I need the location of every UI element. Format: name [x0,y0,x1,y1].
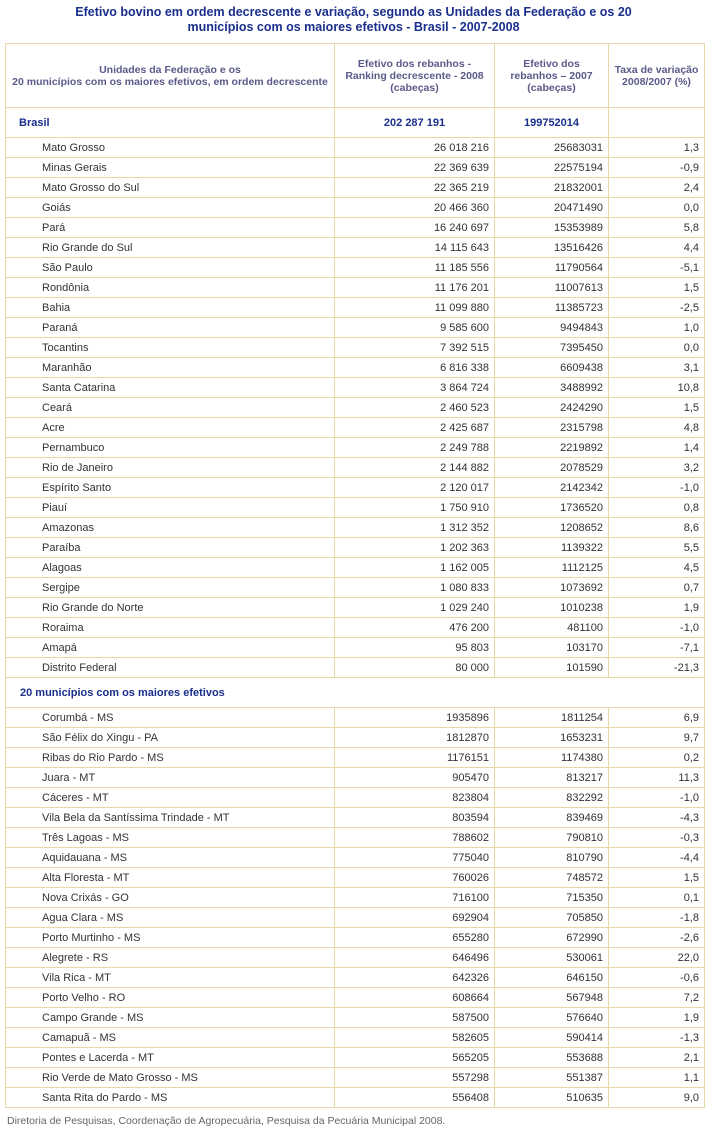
header-row [6,44,705,108]
table-row [6,848,705,868]
row-name: Três Lagoas - MS [6,828,335,848]
row-rate: 11,3 [609,768,705,788]
table-row [6,318,705,338]
source-note: Diretoria de Pesquisas, Coordenação de Agropecuária, Pesquisa da Pecuária Municipal 2008. [7,1115,446,1127]
row-2008: 557298 [335,1068,495,1088]
row-2007: 3488992 [495,378,609,398]
row-2008: 20 466 360 [335,198,495,218]
row-2007: 832292 [495,788,609,808]
header-unit-line-1: Unidades da Federação e os [99,63,241,76]
row-rate: 2,4 [609,178,705,198]
row-name: Vila Rica - MT [6,968,335,988]
table-row [6,578,705,598]
row-2007: 576640 [495,1008,609,1028]
row-name: Campo Grande - MS [6,1008,335,1028]
table-row [6,948,705,968]
row-name: Camapuã - MS [6,1028,335,1048]
header-unit [6,44,335,108]
row-2007: 748572 [495,868,609,888]
row-rate: 0,0 [609,198,705,218]
row-2007: 1811254 [495,708,609,728]
row-rate: 3,1 [609,358,705,378]
row-rate: 0,2 [609,748,705,768]
row-name: Santa Catarina [6,378,335,398]
table-row [6,788,705,808]
row-2007: 1073692 [495,578,609,598]
row-2008: 1 162 005 [335,558,495,578]
municipios-section-row [6,678,705,708]
table-row [6,358,705,378]
row-name: Distrito Federal [6,658,335,678]
row-2008: 1 029 240 [335,598,495,618]
row-2008: 760026 [335,868,495,888]
row-2008: 80 000 [335,658,495,678]
header-2008: Efetivo dos rebanhos - Ranking decrescente - 2008 (cabeças) [335,44,495,108]
row-name: Roraima [6,618,335,638]
row-2007: 839469 [495,808,609,828]
table-row [6,828,705,848]
row-rate: -1,3 [609,1028,705,1048]
row-2008: 2 249 788 [335,438,495,458]
row-rate: -0,3 [609,828,705,848]
row-2008: 803594 [335,808,495,828]
row-2007: 9494843 [495,318,609,338]
table-row [6,398,705,418]
row-rate: 7,2 [609,988,705,1008]
row-name: Acre [6,418,335,438]
row-2007: 6609438 [495,358,609,378]
table-row [6,888,705,908]
row-2007: 22575194 [495,158,609,178]
row-2007: 715350 [495,888,609,908]
row-rate: 1,5 [609,398,705,418]
table-row [6,768,705,788]
table-row [6,258,705,278]
row-2007: 2142342 [495,478,609,498]
row-name: Pará [6,218,335,238]
row-2008: 642326 [335,968,495,988]
row-rate: -1,0 [609,478,705,498]
row-2008: 1176151 [335,748,495,768]
table-row [6,1068,705,1088]
row-2008: 3 864 724 [335,378,495,398]
table-row [6,438,705,458]
row-rate: -21,3 [609,658,705,678]
row-name: São Félix do Xingu - PA [6,728,335,748]
row-name: Maranhão [6,358,335,378]
row-2007: 1174380 [495,748,609,768]
table-row [6,218,705,238]
row-2007: 20471490 [495,198,609,218]
row-rate: 6,9 [609,708,705,728]
row-2007: 481100 [495,618,609,638]
row-name: Alta Floresta - MT [6,868,335,888]
row-rate: 10,8 [609,378,705,398]
row-rate: 4,5 [609,558,705,578]
row-rate: 1,1 [609,1068,705,1088]
header-2007: Efetivo dos rebanhos – 2007 (cabeças) [495,44,609,108]
row-rate: 1,9 [609,598,705,618]
row-2008: 655280 [335,928,495,948]
table-row [6,538,705,558]
row-2007: 2315798 [495,418,609,438]
row-rate: 5,8 [609,218,705,238]
row-2007: 590414 [495,1028,609,1048]
table-row [6,378,705,398]
table-row [6,518,705,538]
row-2008: 22 369 639 [335,158,495,178]
row-rate: 9,0 [609,1088,705,1108]
table-row [6,808,705,828]
row-name: Nova Crixás - GO [6,888,335,908]
row-2008: 11 176 201 [335,278,495,298]
row-2008: 22 365 219 [335,178,495,198]
table-row [6,928,705,948]
row-2008: 2 460 523 [335,398,495,418]
row-rate: 1,5 [609,868,705,888]
table-row [6,728,705,748]
row-name: Amazonas [6,518,335,538]
row-rate: 2,1 [609,1048,705,1068]
row-rate: -1,0 [609,618,705,638]
row-name: Amapá [6,638,335,658]
row-name: Corumbá - MS [6,708,335,728]
row-name: Espírito Santo [6,478,335,498]
row-rate: 3,2 [609,458,705,478]
row-2008: 476 200 [335,618,495,638]
table-row [6,618,705,638]
row-name: Rio de Janeiro [6,458,335,478]
row-rate: -4,4 [609,848,705,868]
table-row [6,988,705,1008]
row-2007: 7395450 [495,338,609,358]
table-row [6,748,705,768]
row-2008: 1 080 833 [335,578,495,598]
row-name: Santa Rita do Pardo - MS [6,1088,335,1108]
table-row [6,1088,705,1108]
row-name: Rio Grande do Sul [6,238,335,258]
row-2007: 1208652 [495,518,609,538]
row-name: Pernambuco [6,438,335,458]
row-2008: 11 099 880 [335,298,495,318]
row-2007: 530061 [495,948,609,968]
row-2008: 2 120 017 [335,478,495,498]
table-row [6,238,705,258]
row-name: Juara - MT [6,768,335,788]
table-row [6,908,705,928]
row-2008: 16 240 697 [335,218,495,238]
table-row [6,658,705,678]
data-table [5,43,705,1108]
row-name: Goiás [6,198,335,218]
table-row [6,338,705,358]
row-2007: 11790564 [495,258,609,278]
row-rate: -1,8 [609,908,705,928]
row-2007: 553688 [495,1048,609,1068]
row-2008: 646496 [335,948,495,968]
row-2007: 103170 [495,638,609,658]
row-2007: 101590 [495,658,609,678]
row-name: Sergipe [6,578,335,598]
row-rate: 1,9 [609,1008,705,1028]
row-rate: -2,5 [609,298,705,318]
row-2007: 790810 [495,828,609,848]
table-row [6,558,705,578]
row-2008: 1 202 363 [335,538,495,558]
row-2007: 15353989 [495,218,609,238]
row-2007: 13516426 [495,238,609,258]
row-name: Aquidauana - MS [6,848,335,868]
row-rate: 5,5 [609,538,705,558]
table-row [6,158,705,178]
table-row [6,1028,705,1048]
row-2008: 1935896 [335,708,495,728]
table-row [6,298,705,318]
row-name: Tocantins [6,338,335,358]
row-2007: 510635 [495,1088,609,1108]
row-rate: 1,5 [609,278,705,298]
row-rate: -1,0 [609,788,705,808]
row-2007: 705850 [495,908,609,928]
row-2007: 810790 [495,848,609,868]
row-2007: 567948 [495,988,609,1008]
header-rate: Taxa de variação 2008/2007 (%) [609,44,705,108]
table-row [6,278,705,298]
row-2007: 1112125 [495,558,609,578]
row-rate: 4,8 [609,418,705,438]
row-2008: 587500 [335,1008,495,1028]
row-name: Rio Grande do Norte [6,598,335,618]
row-2007: 672990 [495,928,609,948]
municipios-heading: 20 municípios com os maiores efetivos [6,678,705,708]
row-2007: 21832001 [495,178,609,198]
row-rate: 1,0 [609,318,705,338]
row-name: Piauí [6,498,335,518]
brasil-rate [609,108,705,138]
row-2007: 551387 [495,1068,609,1088]
row-rate: 0,7 [609,578,705,598]
row-rate: 1,3 [609,138,705,158]
table-row [6,868,705,888]
row-name: Mato Grosso do Sul [6,178,335,198]
row-name: Minas Gerais [6,158,335,178]
row-name: Ribas do Rio Pardo - MS [6,748,335,768]
row-2008: 2 425 687 [335,418,495,438]
row-2008: 26 018 216 [335,138,495,158]
row-rate: -4,3 [609,808,705,828]
row-name: Ceará [6,398,335,418]
row-2007: 2078529 [495,458,609,478]
row-2008: 823804 [335,788,495,808]
row-2007: 1010238 [495,598,609,618]
row-rate: -2,6 [609,928,705,948]
row-2008: 7 392 515 [335,338,495,358]
row-2007: 813217 [495,768,609,788]
row-2007: 11385723 [495,298,609,318]
row-2008: 14 115 643 [335,238,495,258]
row-name: Vila Bela da Santíssima Trindade - MT [6,808,335,828]
row-name: Cáceres - MT [6,788,335,808]
row-2007: 11007613 [495,278,609,298]
row-2007: 1736520 [495,498,609,518]
row-2007: 25683031 [495,138,609,158]
table-row [6,478,705,498]
row-name: Agua Clara - MS [6,908,335,928]
row-2008: 6 816 338 [335,358,495,378]
row-rate: 0,1 [609,888,705,908]
table-row [6,1008,705,1028]
row-rate: 9,7 [609,728,705,748]
row-rate: -0,6 [609,968,705,988]
row-2008: 565205 [335,1048,495,1068]
row-name: Porto Velho - RO [6,988,335,1008]
row-name: Rondônia [6,278,335,298]
row-2007: 2219892 [495,438,609,458]
page-title [0,5,707,35]
table-row [6,418,705,438]
table-row [6,498,705,518]
row-name: Alagoas [6,558,335,578]
row-rate: 0,8 [609,498,705,518]
row-rate: 1,4 [609,438,705,458]
table-row [6,1048,705,1068]
row-rate: -5,1 [609,258,705,278]
row-rate: 22,0 [609,948,705,968]
row-2008: 775040 [335,848,495,868]
row-2008: 1 312 352 [335,518,495,538]
title-line-1: Efetivo bovino em ordem decrescente e variação, segundo as Unidades da Federação e os 20 [75,5,632,19]
row-rate: 8,6 [609,518,705,538]
row-rate: 0,0 [609,338,705,358]
row-2008: 1 750 910 [335,498,495,518]
row-2008: 11 185 556 [335,258,495,278]
table-row [6,968,705,988]
brasil-2007: 199752014 [495,108,609,138]
row-2008: 9 585 600 [335,318,495,338]
table-row [6,138,705,158]
row-2008: 582605 [335,1028,495,1048]
row-name: Porto Murtinho - MS [6,928,335,948]
brasil-2008: 202 287 191 [335,108,495,138]
row-2008: 788602 [335,828,495,848]
row-rate: -7,1 [609,638,705,658]
row-2008: 1812870 [335,728,495,748]
brasil-row [6,108,705,138]
row-rate: -0,9 [609,158,705,178]
row-name: Alegrete - RS [6,948,335,968]
table-row [6,708,705,728]
row-2008: 692904 [335,908,495,928]
table-row [6,598,705,618]
row-name: São Paulo [6,258,335,278]
table-row [6,458,705,478]
row-name: Paraná [6,318,335,338]
row-2008: 608664 [335,988,495,1008]
row-2008: 905470 [335,768,495,788]
row-rate: 4,4 [609,238,705,258]
table-row [6,638,705,658]
header-unit-line-2: 20 municípios com os maiores efetivos, em ordem decrescente [12,75,328,88]
row-2007: 1653231 [495,728,609,748]
row-name: Mato Grosso [6,138,335,158]
row-2008: 556408 [335,1088,495,1108]
row-2007: 646150 [495,968,609,988]
row-name: Pontes e Lacerda - MT [6,1048,335,1068]
row-2007: 1139322 [495,538,609,558]
table-row [6,178,705,198]
title-line-2: municípios com os maiores efetivos - Brasil - 2007-2008 [187,20,520,34]
brasil-label: Brasil [6,108,335,138]
row-name: Bahia [6,298,335,318]
table-row [6,198,705,218]
row-name: Paraíba [6,538,335,558]
row-2008: 2 144 882 [335,458,495,478]
row-2008: 95 803 [335,638,495,658]
row-2008: 716100 [335,888,495,908]
row-name: Rio Verde de Mato Grosso - MS [6,1068,335,1088]
row-2007: 2424290 [495,398,609,418]
